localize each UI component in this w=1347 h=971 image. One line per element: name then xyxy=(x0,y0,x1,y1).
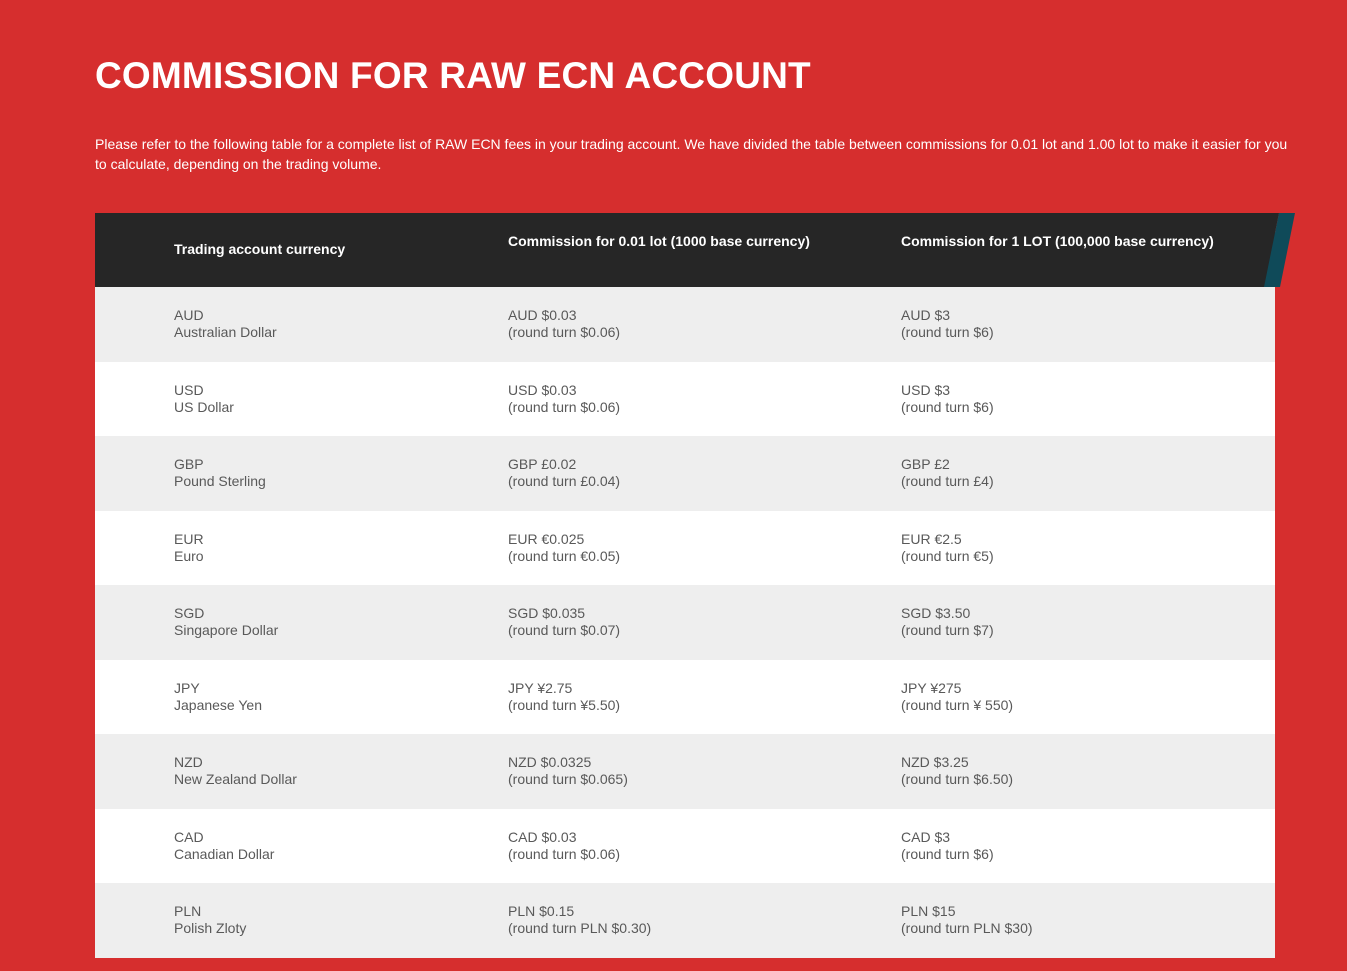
lot-1-cell-lot1-rt: (round turn $6) xyxy=(901,398,994,415)
currency-cell-name: Canadian Dollar xyxy=(174,845,275,862)
currency-cell-name: New Zealand Dollar xyxy=(174,771,297,787)
currency-cell-code: GBP xyxy=(174,456,204,472)
currency-cell-code: SGD xyxy=(174,605,205,621)
lot-001-cell-lot001: SGD $0.035 xyxy=(508,605,586,621)
lot-1-cell xyxy=(901,680,1013,714)
lot-001-cell xyxy=(508,531,620,565)
currency-cell-code: NZD xyxy=(174,754,203,770)
lot-001-cell xyxy=(508,605,620,639)
lot-001-cell-lot001: PLN $0.15 xyxy=(508,903,575,919)
lot-001-cell-lot001: JPY ¥2.75 xyxy=(508,679,573,696)
currency-cell-name: Pound Sterling xyxy=(174,473,266,489)
currency-cell xyxy=(174,382,234,416)
currency-cell-code: EUR xyxy=(174,530,204,547)
lot-001-cell-lot001-rt: (round turn €0.05) xyxy=(508,547,621,564)
lot-1-cell-lot1-rt: (round turn $6) xyxy=(901,845,994,862)
lot-1-cell xyxy=(901,605,994,639)
lot-1-cell-lot1: CAD $3 xyxy=(901,828,951,845)
currency-cell xyxy=(174,680,262,714)
lot-1-cell xyxy=(901,456,994,490)
lot-1-cell-lot1-rt: (round turn $6.50) xyxy=(901,771,1014,787)
lot-001-cell xyxy=(508,307,620,341)
lot-001-cell-lot001-rt: (round turn $0.06) xyxy=(508,324,621,340)
currency-cell-name: Polish Zloty xyxy=(174,920,247,936)
header-lot-1-sublabel: (100,000 base currency) xyxy=(1055,233,1214,249)
lot-1-cell-lot1: AUD $3 xyxy=(901,307,951,323)
lot-001-cell-lot001: EUR €0.025 xyxy=(508,530,585,547)
intro-paragraph: Please refer to the following table for a complete list of RAW ECN fees in your trading account. We have divided the table between commissions for 0.01 lot and 1.00 lot to make it easier for you to calculate, depending on the trading volume. xyxy=(95,136,1288,172)
currency-cell-code: USD xyxy=(174,381,204,398)
lot-001-cell-lot001-rt: (round turn ¥5.50) xyxy=(508,696,621,713)
lot-1-cell xyxy=(901,754,1013,788)
currency-cell xyxy=(174,829,274,863)
header-accent-stripe xyxy=(1259,213,1295,287)
lot-1-cell xyxy=(901,903,1033,937)
table-header xyxy=(95,213,1275,287)
currency-cell-name: Japanese Yen xyxy=(174,696,262,713)
table-row xyxy=(95,883,1275,958)
lot-001-cell xyxy=(508,456,620,490)
header-currency xyxy=(174,241,345,258)
header-currency-label: Trading account currency xyxy=(174,241,346,257)
lot-001-cell-lot001-rt: (round turn £0.04) xyxy=(508,473,621,489)
header-lot-001 xyxy=(508,233,810,250)
lot-1-cell-lot1: EUR €2.5 xyxy=(901,530,962,547)
header-lot-001-sublabel: (1000 base currency) xyxy=(670,233,810,249)
currency-cell-name: Australian Dollar xyxy=(174,324,277,340)
currency-cell xyxy=(174,754,297,788)
page-title: COMMISSION FOR RAW ECN ACCOUNT xyxy=(95,55,811,96)
lot-1-cell-lot1-rt: (round turn €5) xyxy=(901,547,994,564)
header-lot-1 xyxy=(901,233,1214,250)
lot-1-cell-lot1: GBP £2 xyxy=(901,456,950,472)
lot-1-cell xyxy=(901,307,994,341)
lot-001-cell-lot001-rt: (round turn $0.06) xyxy=(508,845,621,862)
lot-001-cell-lot001: USD $0.03 xyxy=(508,381,577,398)
currency-cell-name: Singapore Dollar xyxy=(174,622,279,638)
lot-1-cell xyxy=(901,829,994,863)
currency-cell-name: US Dollar xyxy=(174,398,234,415)
table-body xyxy=(95,287,1275,958)
lot-001-cell-lot001-rt: (round turn $0.07) xyxy=(508,622,621,638)
currency-cell-name: Euro xyxy=(174,547,204,564)
table-row xyxy=(95,287,1275,362)
lot-1-cell xyxy=(901,382,994,416)
table-row xyxy=(95,362,1275,437)
lot-001-cell-lot001: CAD $0.03 xyxy=(508,828,577,845)
currency-cell xyxy=(174,307,277,341)
lot-1-cell-lot1: USD $3 xyxy=(901,381,951,398)
lot-001-cell-lot001: NZD $0.0325 xyxy=(508,754,592,770)
currency-cell xyxy=(174,456,266,490)
lot-001-cell xyxy=(508,382,620,416)
lot-001-cell-lot001: AUD $0.03 xyxy=(508,307,577,323)
lot-1-cell-lot1-rt: (round turn $7) xyxy=(901,622,994,638)
lot-1-cell-lot1: SGD $3.50 xyxy=(901,605,971,621)
lot-001-cell-lot001-rt: (round turn $0.06) xyxy=(508,398,621,415)
currency-cell-code: PLN xyxy=(174,903,202,919)
currency-cell-code: JPY xyxy=(174,679,200,696)
header-lot-1-label: Commission for 1 LOT xyxy=(901,233,1052,249)
lot-001-cell-lot001-rt: (round turn PLN $0.30) xyxy=(508,920,652,936)
table-row xyxy=(95,660,1275,735)
lot-001-cell xyxy=(508,903,651,937)
table-row xyxy=(95,809,1275,884)
lot-1-cell-lot1: PLN $15 xyxy=(901,903,956,919)
lot-1-cell-lot1-rt: (round turn $6) xyxy=(901,324,994,340)
currency-cell xyxy=(174,531,204,565)
commission-table xyxy=(95,213,1275,958)
lot-001-cell-lot001-rt: (round turn $0.065) xyxy=(508,771,628,787)
table-row xyxy=(95,511,1275,586)
lot-001-cell xyxy=(508,829,620,863)
lot-1-cell-lot1-rt: (round turn £4) xyxy=(901,473,994,489)
lot-1-cell-lot1: JPY ¥275 xyxy=(901,679,962,696)
header-lot-001-label: Commission for 0.01 lot xyxy=(508,233,667,249)
lot-001-cell xyxy=(508,754,628,788)
table-row xyxy=(95,734,1275,809)
lot-1-cell xyxy=(901,531,994,565)
table-row xyxy=(95,585,1275,660)
lot-1-cell-lot1-rt: (round turn ¥ 550) xyxy=(901,696,1014,713)
lot-1-cell-lot1: NZD $3.25 xyxy=(901,754,969,770)
lot-1-cell-lot1-rt: (round turn PLN $30) xyxy=(901,920,1033,936)
table-row xyxy=(95,436,1275,511)
currency-cell-code: AUD xyxy=(174,307,204,323)
currency-cell xyxy=(174,605,278,639)
currency-cell xyxy=(174,903,246,937)
currency-cell-code: CAD xyxy=(174,828,204,845)
lot-001-cell xyxy=(508,680,620,714)
lot-001-cell-lot001: GBP £0.02 xyxy=(508,456,577,472)
